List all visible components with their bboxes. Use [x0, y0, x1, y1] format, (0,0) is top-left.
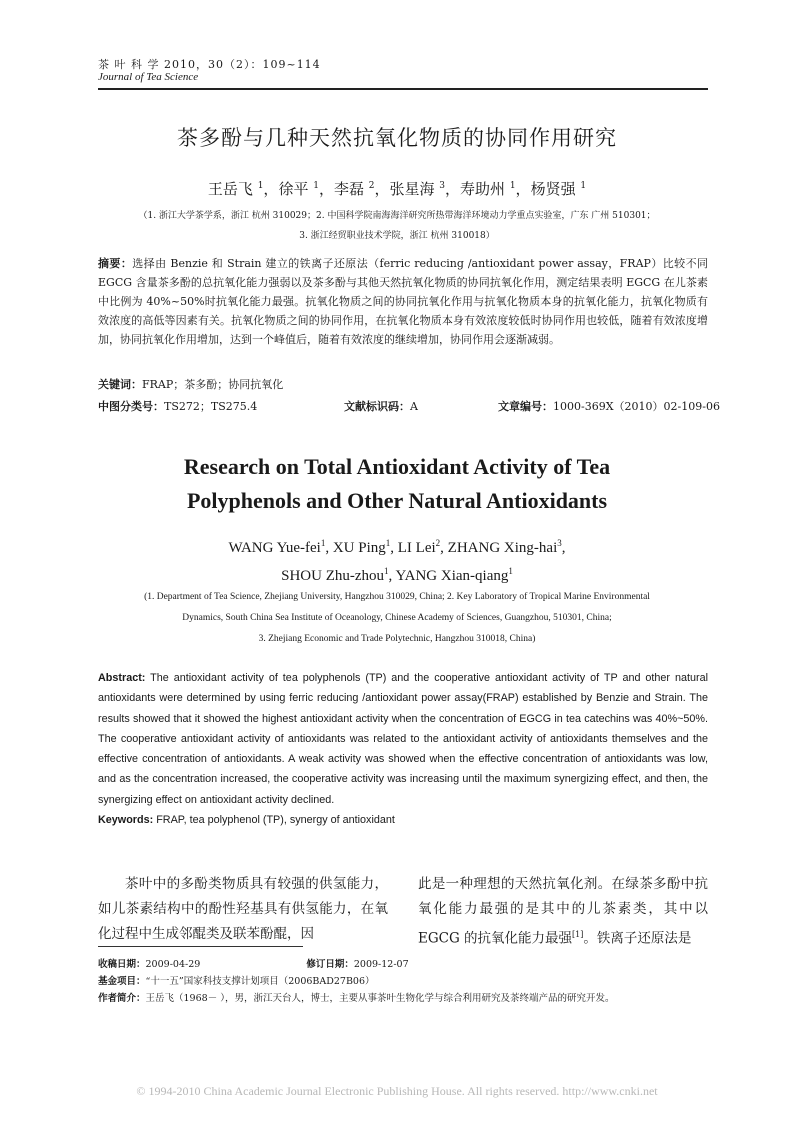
en-author-name: XU Ping — [332, 540, 386, 556]
revised-date: 2009-12-07 — [353, 959, 409, 970]
author-affiliation-sup: 1 — [313, 181, 319, 191]
author-separator: , — [325, 540, 333, 556]
cn-title: 茶多酚与几种天然抗氧化物质的协同作用研究 — [177, 126, 617, 150]
received-label: 收稿日期： — [98, 959, 146, 970]
footnote-author — [98, 990, 614, 1004]
doc-code-field — [344, 398, 418, 414]
en-keywords-label: Keywords: — [98, 814, 154, 827]
en-authors-line-1 — [0, 538, 794, 557]
author-separator: , — [390, 540, 398, 556]
author-separator: ， — [263, 180, 279, 198]
author-affiliation-sup: 1 — [580, 181, 587, 191]
author-affiliation-sup: 1 — [384, 566, 389, 576]
fund-text: “十一五”国家科技支撑计划项目（2006BAD27B06） — [145, 976, 375, 987]
author-affiliation-sup: 1 — [508, 566, 513, 576]
cn-affiliation-1: （1. 浙江大学茶学系，浙江 杭州 310029；2. 中国科学院南海海洋研究所热带海洋环境动力学重点实验室，广东 广州 510301； — [138, 211, 656, 221]
author-separator: , — [388, 568, 396, 584]
author-separator: ， — [515, 180, 531, 198]
cn-abstract-text: 选择由 Benzie 和 Strain 建立的铁离子还原法（ferric reducing /antioxidant power assay，FRAP）比较不同 EGCG 含量茶多酚的总抗氧化能力强弱以及茶多酚与其他天然抗氧化物质的协同抗氧化作用，测定结果表明 EGCG 在儿茶素中比例为 40%~50%时抗氧化能力最强。抗氧化物质之间的协同抗氧化作用与抗氧化物质本身的抗氧化能力，抗氧化物质有效浓度的高低等因素有关。抗氧化物质之间的协同作用，在抗氧化物质本身有效浓度较低时协同作用也较低，随着有效浓度增加，协同抗氧化作用增加，达到一个峰值后，随着有效浓度的继续增加，协同作用会逐渐减弱。 — [98, 257, 709, 346]
author-affiliation-sup: 1 — [320, 538, 326, 548]
journal-header-en: Journal of Tea Science — [98, 71, 199, 83]
en-affiliation-2: Dynamics, South China Sea Institute of Oceanology, Chinese Academy of Sciences, Guangzhou, 510301, China; — [182, 613, 612, 623]
author-affiliation-sup: 2 — [368, 181, 375, 191]
doc-code-label: 文献标识码： — [344, 400, 410, 413]
clc-label: 中图分类号： — [98, 400, 164, 413]
en-abstract-text: The antioxidant activity of tea polyphenols (TP) and the cooperative antioxidant activity of TP and other natural antioxidants were determined by using ferric reducing /antioxidant power assay(FRAP) established by Benzie and Strain. The results showed that it showed the highest antioxidant activity when the concentration of EGCG in tea catechins was 40%~50%. The cooperative antioxidant activity of antioxidants was related to the antioxidant activity of antioxidants themselves and the effective concentration of antioxidants. A weak activity was showed when the effective concentration of antioxidants was low, and as the concentration increased, the cooperative activity was increasing until the maximum synergizing effect, and then, the synergizing effect on antioxidant activity declined. — [98, 672, 708, 806]
article-no-field — [498, 398, 720, 414]
en-keywords-text: FRAP, tea polyphenol (TP), synergy of antioxidant — [153, 814, 395, 827]
body-left-column: 茶叶中的多酚类物质具有较强的供氢能力，如儿茶素结构中的酚性羟基具有供氢能力，在氧化过程中生成邻醌类及联苯酚醌，因 — [98, 876, 388, 942]
author-separator: ， — [374, 180, 390, 198]
en-title-line-1: Research on Total Antioxidant Activity of Tea — [183, 454, 611, 479]
en-author-name: LI Lei — [397, 540, 436, 556]
author-affiliation-sup: 1 — [385, 538, 391, 548]
en-abstract — [98, 668, 708, 830]
clc-field — [98, 398, 257, 414]
cn-keywords — [98, 375, 708, 394]
author-affiliation-sup: 3 — [439, 181, 446, 191]
author-affiliation-sup: 1 — [509, 181, 516, 191]
journal-header-cn: 茶 叶 科 学 2010，30（2）：109~114 — [98, 58, 321, 71]
en-author-name: SHOU Zhu-zhou — [281, 568, 385, 584]
body-right-column — [418, 872, 708, 952]
cn-affiliation-2: 3. 浙江经贸职业技术学院，浙江 杭州 310018） — [299, 231, 495, 241]
author-separator: ， — [445, 180, 461, 198]
author-affiliation-sup: 1 — [257, 181, 264, 191]
cn-author-name: 杨贤强 — [530, 180, 581, 198]
en-abstract-label: Abstract: — [98, 672, 146, 684]
author-bio-text: 王岳飞（1968－ ），男，浙江天台人，博士，主要从事茶叶生物化学与综合利用研究及茶终端产品的研究开发。 — [145, 993, 615, 1004]
en-affiliation-3: 3. Zhejiang Economic and Trade Polytechnic, Hangzhou 310018, China) — [258, 634, 536, 644]
author-affiliation-sup: 3 — [557, 538, 562, 548]
fund-label: 基金项目： — [98, 976, 146, 987]
body-right-text-b: 。铁离子还原法是 — [583, 930, 692, 947]
cn-keywords-label: 关键词： — [98, 378, 142, 391]
footnote-rule — [98, 946, 303, 947]
cn-author-name: 王岳飞 — [207, 180, 258, 198]
en-author-name: WANG Yue-fei — [228, 540, 321, 556]
received-date: 2009-04-29 — [145, 959, 201, 970]
cn-author-name: 寿助州 — [460, 180, 510, 198]
author-separator: ， — [318, 180, 334, 198]
en-author-name: YANG Xian-qiang — [395, 568, 509, 584]
cn-keywords-text: FRAP；茶多酚；协同抗氧化 — [142, 378, 284, 391]
author-bio-label: 作者简介： — [98, 993, 146, 1004]
en-authors-line-2 — [0, 566, 794, 585]
cn-abstract-label: 摘要： — [98, 257, 133, 270]
cn-author-name: 李磊 — [333, 180, 369, 198]
reference-marker[interactable]: [1] — [572, 930, 584, 939]
clc-value: TS272；TS275.4 — [164, 400, 258, 413]
body-right-text-a: 此是一种理想的天然抗氧化剂。在绿茶多酚中抗氧化能力最强的是其中的儿茶素类，其中以 EGCG 的抗氧化能力最强 — [418, 876, 708, 947]
author-separator: , — [561, 540, 566, 556]
cn-abstract — [98, 254, 708, 349]
footnote-fund — [98, 973, 375, 987]
cn-authors — [0, 178, 794, 199]
author-separator: , — [440, 540, 448, 556]
revised-label: 修订日期： — [306, 959, 354, 970]
header-rule — [98, 88, 708, 90]
en-author-name: ZHANG Xing-hai — [447, 540, 558, 556]
doc-code-value: A — [410, 400, 418, 413]
footnote-dates — [98, 956, 409, 970]
article-no-label: 文章编号： — [498, 400, 553, 413]
cn-author-name: 徐平 — [278, 180, 314, 198]
en-affiliation-1: (1. Department of Tea Science, Zhejiang University, Hangzhou 310029, China; 2. Key Laboratory of Tropical Marine Environmental — [144, 592, 650, 602]
en-title-line-2: Polyphenols and Other Natural Antioxidants — [186, 488, 608, 513]
article-no-value: 1000-369X（2010）02-109-06 — [553, 400, 720, 413]
author-affiliation-sup: 2 — [435, 538, 441, 548]
copyright-footer: © 1994-2010 China Academic Journal Electronic Publishing House. All rights reserved. http://www.cnki.net — [136, 1084, 658, 1098]
cn-author-name: 张星海 — [389, 180, 440, 198]
